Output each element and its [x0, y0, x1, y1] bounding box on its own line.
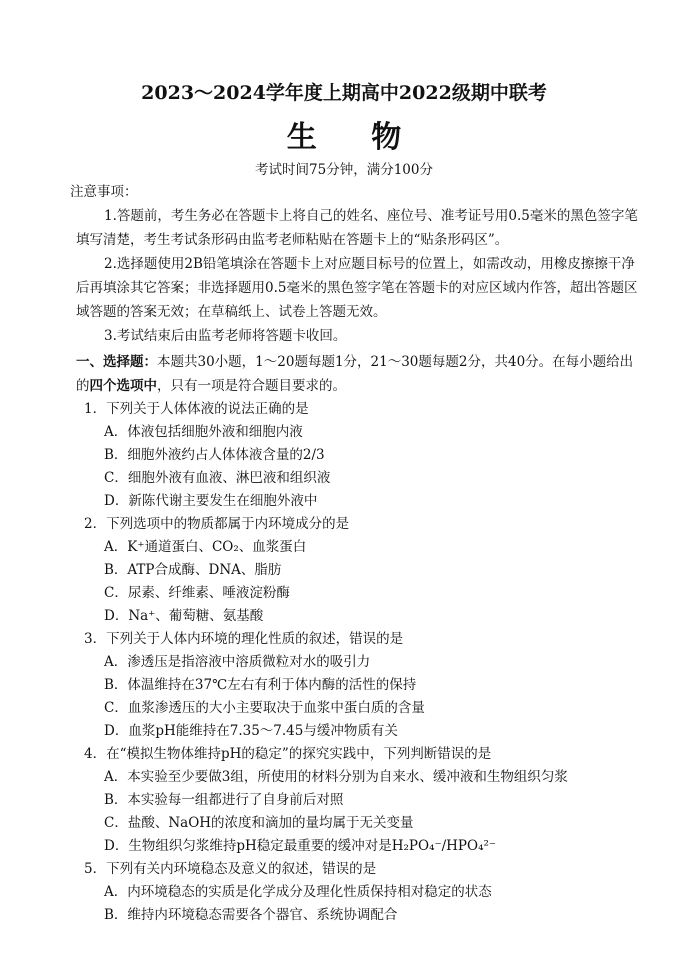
option-b: B．本实验每一组都进行了自身前后对照	[104, 792, 344, 808]
section-prefix: 一、选择题：	[76, 354, 157, 370]
option-a: A．K⁺通道蛋白、CO₂、血浆蛋白	[104, 539, 307, 555]
question-5	[84, 858, 639, 927]
option-b: B．体温维持在37℃左右有利于体内酶的活性的保持	[104, 677, 417, 693]
question-stem: 4．在“模拟生物体维持pH的稳定”的探究实践中，下列判断错误的是	[84, 746, 492, 762]
question-2	[84, 513, 639, 628]
option-d: D．生物组织匀浆维持pH稳定最重要的缓冲对是H₂PO₄⁻/HPO₄²⁻	[104, 838, 497, 854]
option-b: B．细胞外液约占人体体液含量的2/3	[104, 447, 325, 463]
question-stem: 5．下列有关内环境稳态及意义的叙述，错误的是	[84, 861, 377, 877]
section-text: 本题共30小题，1～20题每题1分，21～30题每题2分，共40分。在每小题给出的	[76, 354, 634, 394]
option-c: C．血浆渗透压的大小主要取决于血浆中蛋白质的含量	[104, 700, 425, 716]
question-list	[84, 398, 639, 927]
option-d: D．血浆pH能维持在7.35～7.45与缓冲物质有关	[104, 723, 398, 739]
option-b: B．ATP合成酶、DNA、脂肪	[104, 562, 282, 578]
question-3	[84, 628, 639, 743]
option-a: A．本实验至少要做3组，所使用的材料分别为自来水、缓冲液和生物组织匀浆	[104, 769, 568, 785]
option-a: A．内环境稳态的实质是化学成分及理化性质保持相对稳定的状态	[104, 884, 492, 900]
note-item-1: 1.答题前，考生务必在答题卡上将自己的姓名、座位号、准考证号用0.5毫米的黑色签字笔填写清楚，考生考试条形码由监考老师粘贴在答题卡上的“贴条形码区”。	[76, 208, 638, 248]
question-4	[84, 743, 639, 858]
option-b: B．维持内环境稳态需要各个器官、系统协调配合	[104, 907, 398, 923]
section-rest: ，只有一项是符合题目要求的。	[157, 378, 346, 394]
option-c: C．细胞外液有血液、淋巴液和组织液	[104, 470, 331, 486]
note-item-2: 2.选择题使用2B铅笔填涂在答题卡上对应题目标号的位置上，如需改动，用橡皮擦擦干净后再填涂其它答案；非选择题用0.5毫米的黑色签字笔在答题卡的对应区域内作答，超出答题区域答题的答案无效；在草稿纸上、试卷上答题无效。	[76, 256, 638, 320]
exam-info: 考试时间75分钟，满分100分	[255, 162, 433, 178]
option-d: D．新陈代谢主要发生在细胞外液中	[104, 493, 318, 509]
option-c: C．尿素、纤维素、唾液淀粉酶	[104, 585, 290, 601]
subject-title: 生 物	[286, 120, 424, 155]
question-stem: 1．下列关于人体体液的说法正确的是	[84, 401, 309, 417]
section-four-options: 四个选项中	[89, 378, 157, 394]
notes-heading: 注意事项：	[70, 184, 138, 200]
notes-list	[76, 204, 638, 348]
note-item-3: 3.考试结束后由监考老师将答题卡收回。	[104, 328, 347, 344]
question-1	[84, 398, 639, 513]
exam-title: 2023～2024学年度上期高中2022级期中联考	[141, 82, 547, 104]
option-a: A．渗透压是指溶液中溶质微粒对水的吸引力	[104, 654, 371, 670]
option-d: D．Na⁺、葡萄糖、氨基酸	[104, 608, 264, 624]
question-stem: 3．下列关于人体内环境的理化性质的叙述，错误的是	[84, 631, 404, 647]
option-a: A．体液包括细胞外液和细胞内液	[104, 424, 303, 440]
section-heading	[76, 350, 636, 398]
question-stem: 2．下列选项中的物质都属于内环境成分的是	[84, 516, 350, 532]
option-c: C．盐酸、NaOH的浓度和滴加的量均属于无关变量	[104, 815, 414, 831]
